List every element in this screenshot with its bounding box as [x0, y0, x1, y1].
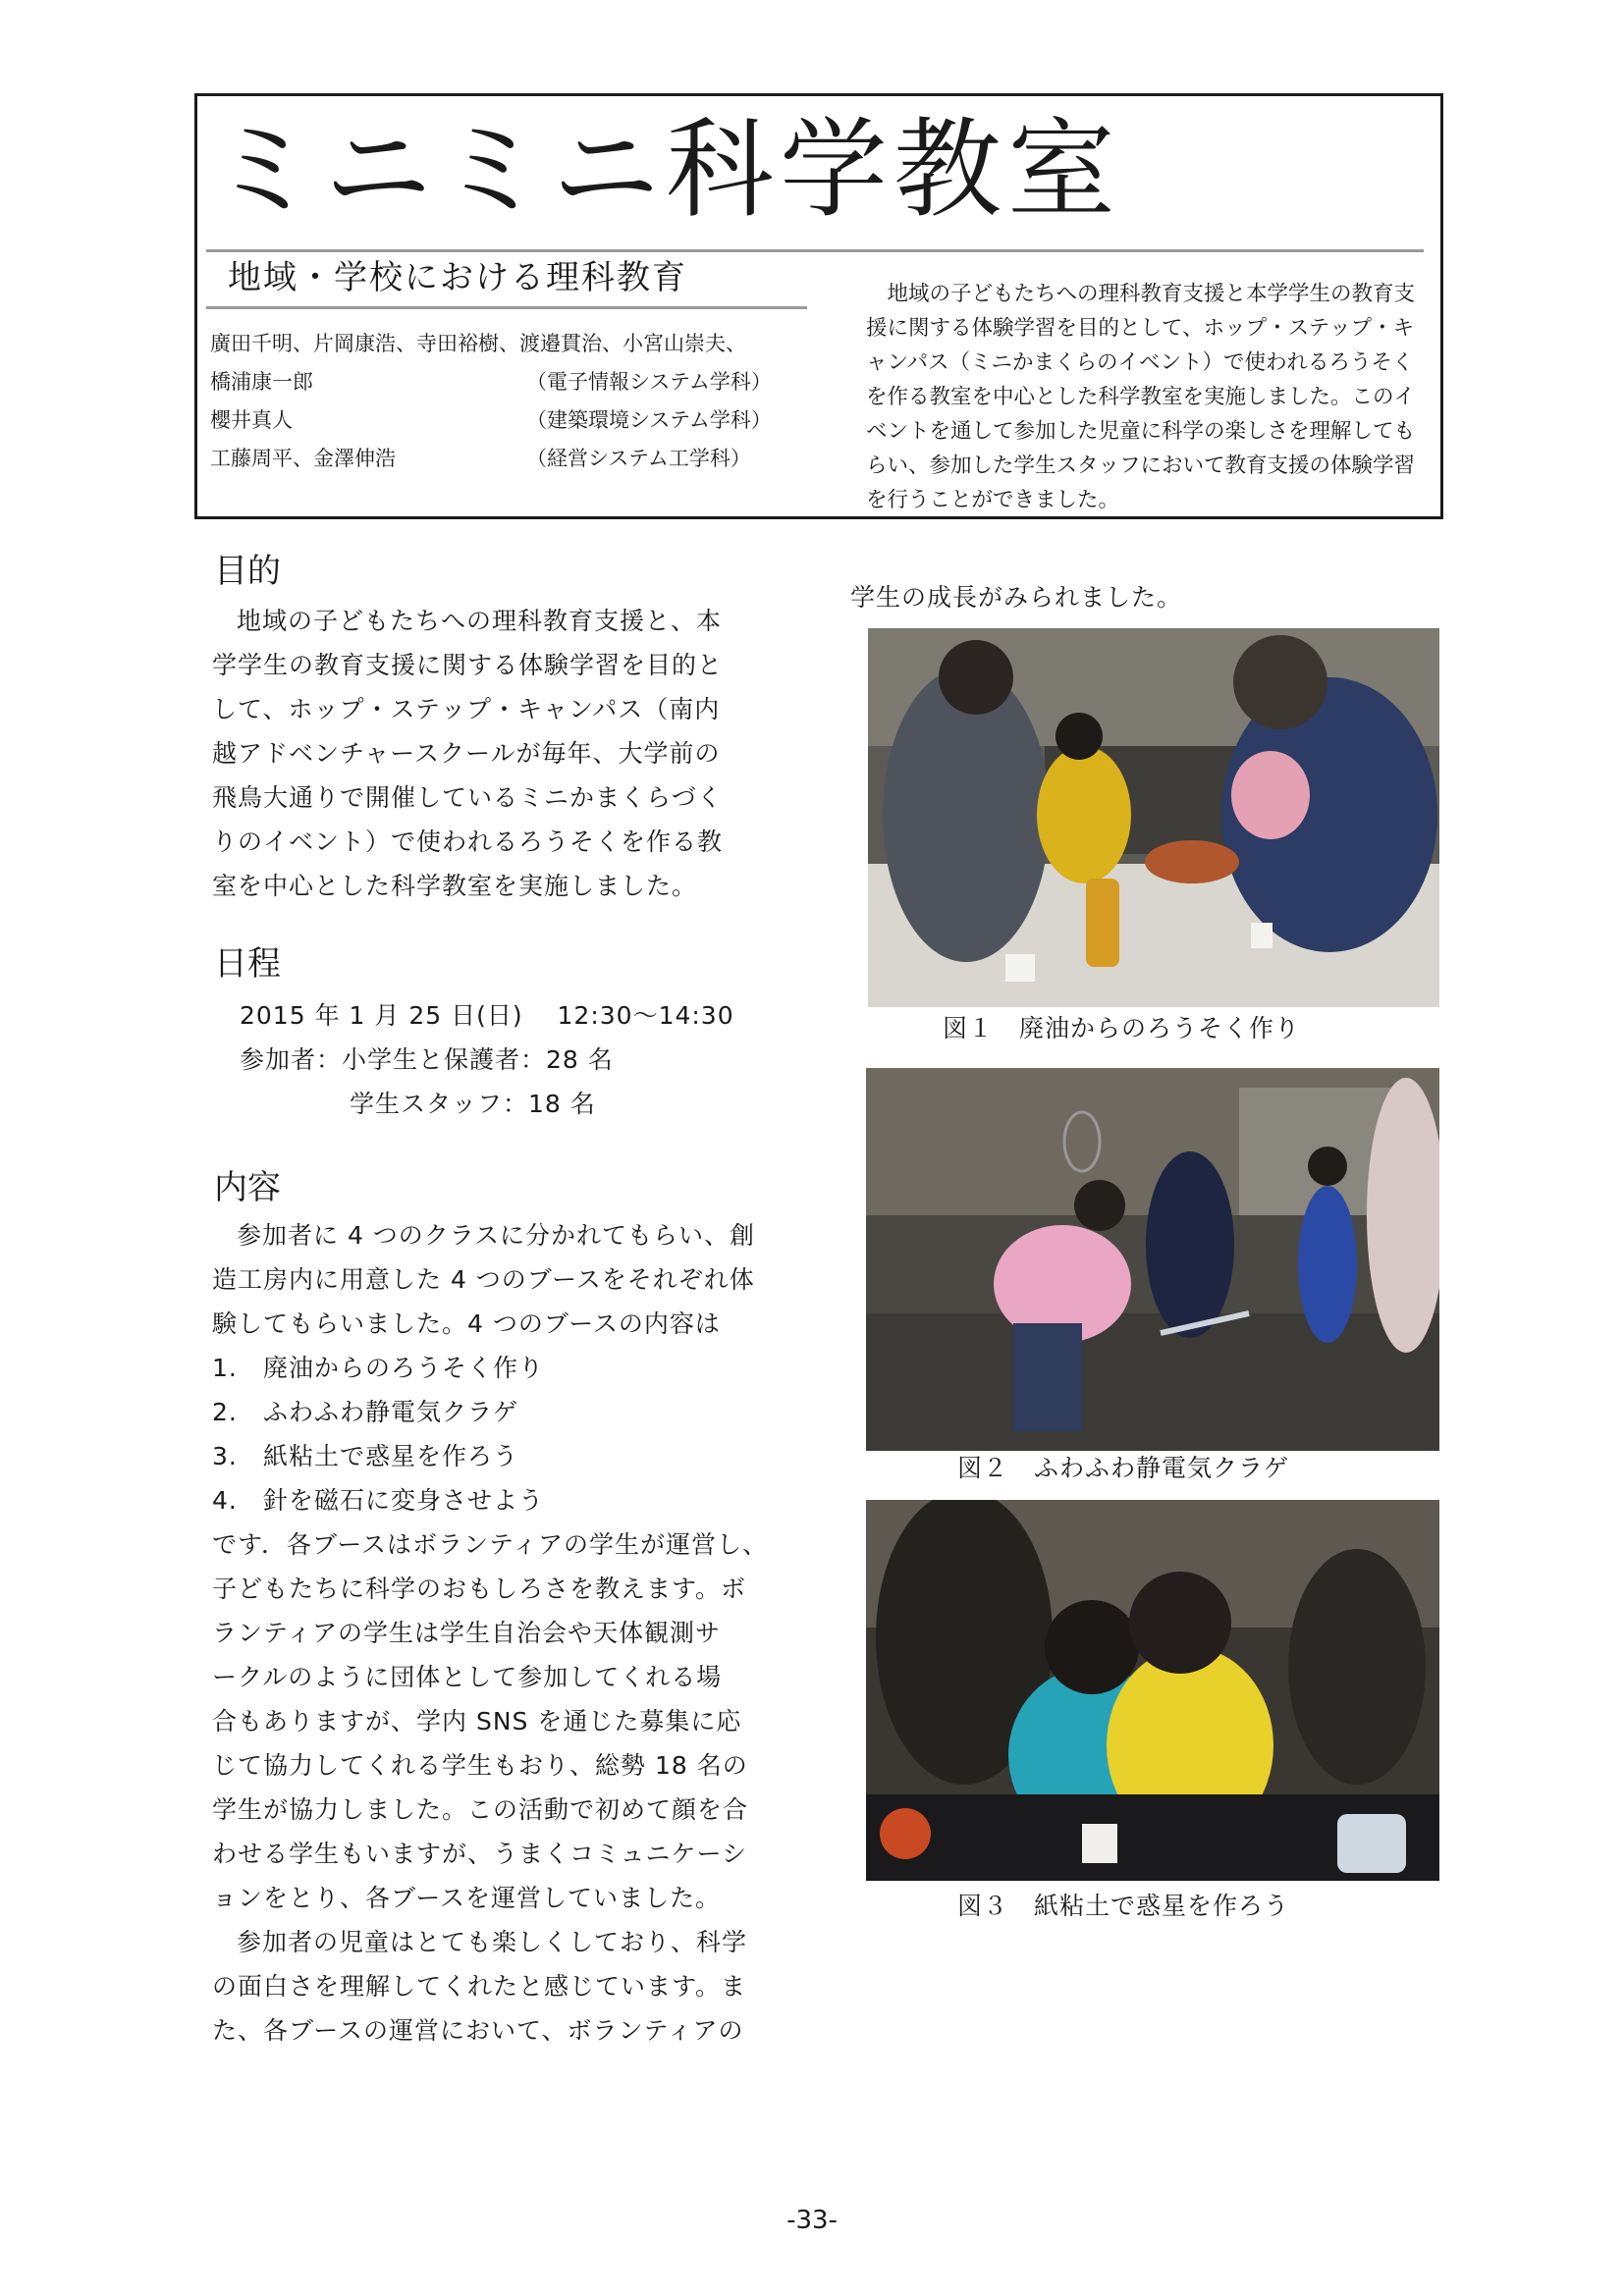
author-names: 工藤周平、金澤伸浩	[210, 447, 396, 470]
text-line: 合もありますが、学内 SNS を通じた募集に応	[212, 1707, 742, 1735]
section-heading-schedule: 日程	[214, 944, 281, 984]
figure-1-caption: 図１ 廃油からのろうそく作り	[943, 1014, 1301, 1042]
text-line: た、各ブースの運営において、ボランティアの	[212, 2016, 744, 2045]
text-line: して、ホップ・ステップ・キャンパス（南内	[212, 695, 721, 723]
text-line: 飛鳥大通りで開催しているミニかまくらづく	[212, 783, 723, 812]
text-line: 学生が協力しました。この活動で初めて顔を合	[212, 1795, 749, 1824]
clay-planet-photo-icon	[866, 1500, 1439, 1881]
text-line: 子どもたちに科学のおもしろさを教えます。ボ	[212, 1575, 747, 1603]
text-line: 越アドベンチャースクールが毎年、大学前の	[212, 739, 721, 768]
figure-1-photo	[868, 628, 1439, 1007]
text-line: じて協力してくれる学生もおり、総勢 18 名の	[212, 1751, 748, 1780]
text-line: 験してもらいました。4 つのブースの内容は	[212, 1309, 721, 1338]
booth-list-item	[212, 1390, 801, 1434]
text-line: ョンをとり、各ブースを運営していました。	[212, 1884, 722, 1912]
booth-label: 針を磁石に変身させよう	[263, 1486, 545, 1515]
content-text	[212, 1213, 801, 2053]
text-line: 参加者の児童はとても楽しくしており、科学	[237, 1928, 748, 1956]
page-number: -33-	[786, 2206, 838, 2235]
booth-list-item	[212, 1434, 801, 1478]
text-line: 地域の子どもたちへの理科教育支援と、本	[237, 607, 723, 635]
subtitle-rule	[206, 306, 807, 309]
text-line: です．各ブースはボランティアの学生が運営し、	[212, 1530, 769, 1559]
text-line: 室を中心とした科学教室を実施しました。	[212, 872, 698, 900]
candle-making-photo-icon	[868, 628, 1439, 1007]
purpose-text	[212, 599, 797, 908]
figure-2-photo	[866, 1068, 1439, 1451]
booth-list-item	[212, 1478, 801, 1522]
booth-number: 2.	[212, 1398, 238, 1426]
schedule-participants: 参加者：小学生と保護者：28 名	[240, 1045, 614, 1074]
subtitle: 地域・学校における理科教育	[228, 258, 687, 297]
author-names: 櫻井真人	[210, 408, 293, 432]
title-rule	[206, 249, 1424, 252]
booth-label: 廃油からのろうそく作り	[263, 1354, 545, 1382]
text-line: 参加者に 4 つのクラスに分かれてもらい、創	[237, 1221, 756, 1250]
summary-abstract: 地域の子どもたちへの理科教育支援と本学学生の教育支援に関する体験学習を目的として、ホップ・ステップ・キャンパス（ミニかまくらのイベント）で使われるろうそくを作る教室を中心とした科学教室を実施しました。このイベントを通して参加した児童に科学の楽しさを理解してもらい、参加した学生スタッフにおいて教育支援の体験学習を行うことができました。	[866, 282, 1416, 512]
text-line: わせる学生もいますが、うまくコミュニケーシ	[212, 1840, 748, 1868]
booth-number: 4.	[212, 1486, 238, 1515]
author-names: 廣田千明、片岡康浩、寺田裕樹、渡邉貫治、小宮山崇夫、	[210, 332, 746, 355]
figure-3-photo	[866, 1500, 1439, 1881]
text-line: ークルのように団体として参加してくれる場	[212, 1663, 723, 1691]
text-line: 造工房内に用意した 4 つのブースをそれぞれ体	[212, 1265, 755, 1294]
booth-list-item	[212, 1346, 801, 1390]
author-names: 橋浦康一郎	[210, 370, 313, 394]
schedule-staff: 学生スタッフ：18 名	[350, 1090, 596, 1118]
author-department: （建築環境システム学科）	[526, 408, 772, 432]
schedule-date: 2015 年 1 月 25 日(日) 12:30～14:30	[240, 1001, 734, 1030]
main-title: ミニミニ科学教室	[210, 107, 1121, 233]
figure-2-caption: 図２ ふわふわ静電気クラゲ	[957, 1454, 1290, 1482]
booth-number: 1.	[212, 1354, 238, 1382]
author-department: （電子情報システム学科）	[526, 370, 772, 394]
text-line: 学学生の教育支援に関する体験学習を目的と	[212, 651, 724, 679]
booth-number: 3.	[212, 1442, 238, 1470]
text-line: の面白さを理解してくれたと感じています。ま	[212, 1972, 747, 2001]
figure-3-caption: 図３ 紙粘土で惑星を作ろう	[957, 1892, 1290, 1920]
booth-label: 紙粘土で惑星を作ろう	[263, 1442, 519, 1470]
booth-label: ふわふわ静電気クラゲ	[263, 1398, 519, 1426]
text-line: りのイベント）で使われるろうそくを作る教	[212, 828, 724, 856]
section-heading-purpose: 目的	[214, 552, 281, 591]
section-heading-content: 内容	[214, 1168, 281, 1207]
static-jellyfish-photo-icon	[866, 1068, 1439, 1451]
continuation-text: 学生の成長がみられました。	[850, 583, 1183, 612]
author-department: （経営システム工学科）	[526, 447, 751, 470]
text-line: ランティアの学生は学生自治会や天体観測サ	[212, 1619, 722, 1647]
